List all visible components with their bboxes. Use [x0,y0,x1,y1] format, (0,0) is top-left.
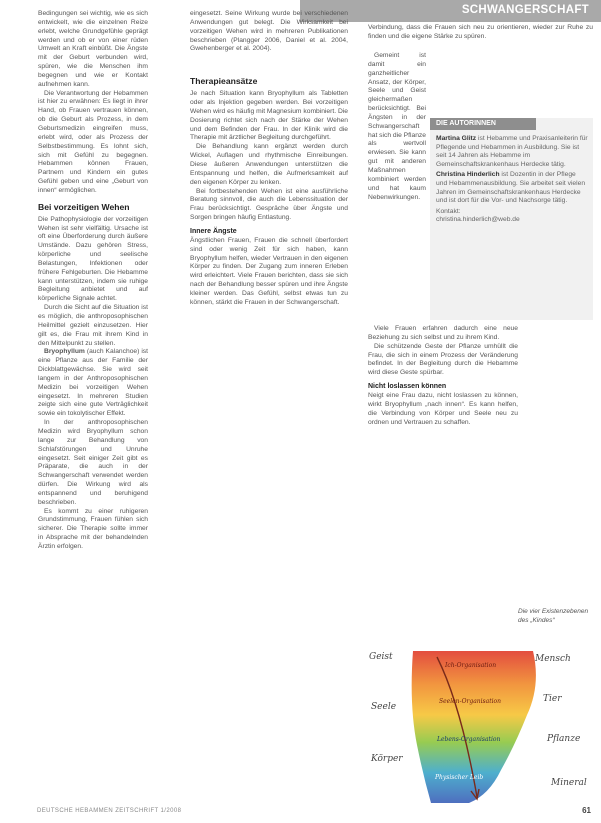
paragraph: Die Verantwortung der Hebammen ist hier zu erwähnen: Es liegt in ihrer Hand, ob Frauen vertrauen können, ob die Geburt als Prozess, in dem Geburtsmedizin eingreifen muss, erlebt wird, oder als Prozess der Selbstbestimmung. Es lohnt sich, sich mit Gefühl zu begegnen. Hebammen können Frauen, Partnern und Kindern ein gutes Gefühl geben und eine „Geburt von innen“ ermöglichen. [38,89,148,194]
author-name: Martina Glitz [436,135,477,142]
paragraph: Es kommt zu einer ruhigeren Grundstimmung, Frauen fühlen sich sicherer. Die Therapie sollte immer in Absprache mit der behandelnden Ärztin erfolgen. [38,507,148,550]
subheading-premature: Bei vorzeitigen Wehen [38,201,130,212]
label-left: Seele [371,702,397,712]
paragraph: Bei fortbestehenden Wehen ist eine ausführliche Beratung sinnvoll, die auch die Lebenssituation der Frau berücksichtigt. Gespräche über Ängste und Sorgen bringen häufig Entlastung. [190,187,348,222]
column-3-lower [368,325,518,427]
label-left: Geist [369,652,393,662]
subheading-let-go: Nicht loslassen können [368,383,447,391]
section-title: SCHWANGERSCHAFT [461,4,589,16]
paragraph: Ängstlichen Frauen, Frauen die schnell überfordert sind oder wenig Zeit für sich haben, kann Bryophyllum helfen, wieder Vertrauen in den eigenen Körper zu finden. Der Zugang zum inneren Erleben wird erleichtert. Viele Frauen berichten, dass sie sich nach der Behandlung besser spüren und ihre Ängste kleiner werden. Das Gefühl, selbst etwas tun zu können, stärkt die Frauen in der Schwangerschaft. [190,236,348,306]
column-1 [38,10,148,552]
paragraph: eingesetzt. Seine Wirkung wurde bei verschiedenen Anwendungen gut belegt. Die Wirksamkeit bei vorzeitigen Wehen wird in mehreren Publikationen beschrieben (Plangger 2006, Daniel et al. 2004, Gwehenberger et al. 2004). [190,10,348,53]
figure-svg [365,645,597,807]
band-label: Ich-Organisation [445,662,497,669]
paragraph: Die Behandlung kann ergänzt werden durch Wickel, Auflagen und rhythmische Einreibungen. Diese äußeren Anwendungen unterstützen die Entspannung und helfen, die Aufmerksamkeit auf den eigenen Körper zu lenken. [190,143,348,186]
paragraph: Viele Frauen erfahren dadurch eine neue Beziehung zu sich selbst und zu ihrem Kind. [368,325,518,341]
contact-label: Kontakt: [436,207,461,215]
inline-heading-bryophyllum: Bryophyllum [44,348,85,356]
figure-caption: Die vier Existenzebenen des „Kindes“ [518,608,589,624]
paragraph: Neigt eine Frau dazu, nicht loslassen zu können, wirkt Bryophyllum „nach innen“. Es kann helfen, die Verbindung von Körper und Seele neu zu ordnen und Vertrauen zu schaffen. [368,392,518,426]
subheading-therapy: Therapieansätze [190,76,258,87]
label-right: Tier [543,694,562,704]
label-right: Mensch [535,654,571,664]
band-label: Seelen-Organisation [439,698,502,705]
band-label: Lebens-Organisation [437,736,501,743]
label-right: Pflanze [547,734,581,744]
paragraph: Je nach Situation kann Bryophyllum als Tabletten oder als Injektion gegeben werden. Bei vorzeitigen Wehen wird es häufig mit Magnesium kombiniert. Die Dosierung richtet sich nach der Stärke der Wehen und dem Befinden der Frau. In der Klinik wird die Therapie mit ärztlicher Begleitung durchgeführt. [190,90,348,142]
paragraph: In der anthroposophischen Medizin wird Bryophyllum schon lange zur Behandlung von Schlafstörungen und Unruhe eingesetzt. Seit einiger Zeit gibt es Präparate, die auch in der Schwangerschaft verwendet werden dürfen. Die Wirkung wird als entspannend und beruhigend beschrieben. [38,419,148,506]
column-2 [190,10,348,308]
paragraph: Die Pathophysiologie der vorzeitigen Wehen ist sehr vielfältig. Ursache ist oft eine Überforderung durch äußere Umstände. Dazu gehören Stress, körperliche und seelische Belastungen, Infektionen oder frühere Fehlgeburten. Die Hebamme kann unterstützen, indem sie ruhige Begleitung anbietet und auf körperliche Signale achtet. [38,215,148,303]
author-bio: ist Dozentin in der Pflege und Hebammenausbildung. Sie arbeitet seit vielen Jahren im Gemeinschaftskrankenhaus Herdecke und ist dort für die Vor- und Nachsorge tätig. [436,171,586,205]
authors-title: DIE AUTORINNEN [430,118,536,130]
paragraph: Bedingungen sei wichtig, wie es sich entwickelt, wie die einzelnen Reize erlebt, welche Grundgefühle geprägt werden und ob er von einer rüden Umwelt an Kraft einbüßt. Die Ängste mit der Geburt verbunden wird, spüren, wie die Menschen ihm begegnen und wie er Kontakt aufnehmen kann. [38,10,148,88]
paragraph: Gemeint ist damit ein ganzheitlicher Ansatz, der Körper, Seele und Geist gleichermaßen berücksichtigt. Bei Ängsten in der Schwangerschaft hat sich die Pflanze als wertvoll erwiesen. Sie kann gut mit anderen Maßnahmen kombiniert werden und hat kaum Nebenwirkungen. [368,52,426,201]
contact-email[interactable]: christina.hinderlich@web.de [436,216,520,224]
paragraph: Die schützende Geste der Pflanze umhüllt die Frau, die sich in einem Prozess der Veränderung befindet. In der Begleitung durch die Hebamme wird diese Geste spürbar. [368,342,518,377]
band-label: Physischer Leib [435,774,484,781]
column-3-narrow [368,52,426,202]
paragraph: Bryophyllum (auch Kalanchoe) ist eine Pflanze aus der Familie der Dickblattgewächse. Sie wird seit langem in der Anthroposophischen Medizin bei vorzeitigen Wehen eingesetzt. In mehreren Studien zeigte sich eine gute Verträglichkeit sowie ein tokolytischer Effekt. [38,348,149,418]
author-bio: ist Hebamme und Praxisanleiterin für Pflegende und Hebammen in Ausbildung. Sie ist seit 14 Jahren als Hebamme im Gemeinschaftskrankenhaus Herdecke tätig. [436,135,588,168]
authors-box [430,118,593,320]
author-name: Christina Hinderlich [436,171,500,179]
label-left: Körper [371,754,403,764]
paragraph: Durch die Sicht auf die Situation ist es möglich, die anthroposophischen Heilmittel gezielt einzusetzen. Hier gilt es, die Frau mit ihrem Kind in den Mittelpunkt zu stellen. [38,304,148,347]
subheading-fears: Innere Ängste [190,227,237,235]
authors-body [436,135,588,227]
footer-journal: DEUTSCHE HEBAMMEN ZEITSCHRIFT 1/2008 [37,808,182,814]
column-3-top [368,24,593,42]
page-number: 61 [582,806,591,815]
figure-existence-levels [365,645,597,807]
label-right: Mineral [551,778,587,788]
paragraph: Verbindung, dass die Frauen sich neu zu orientieren, wieder zur Ruhe zu finden und die eigene Stärke zu spüren. [368,24,593,40]
